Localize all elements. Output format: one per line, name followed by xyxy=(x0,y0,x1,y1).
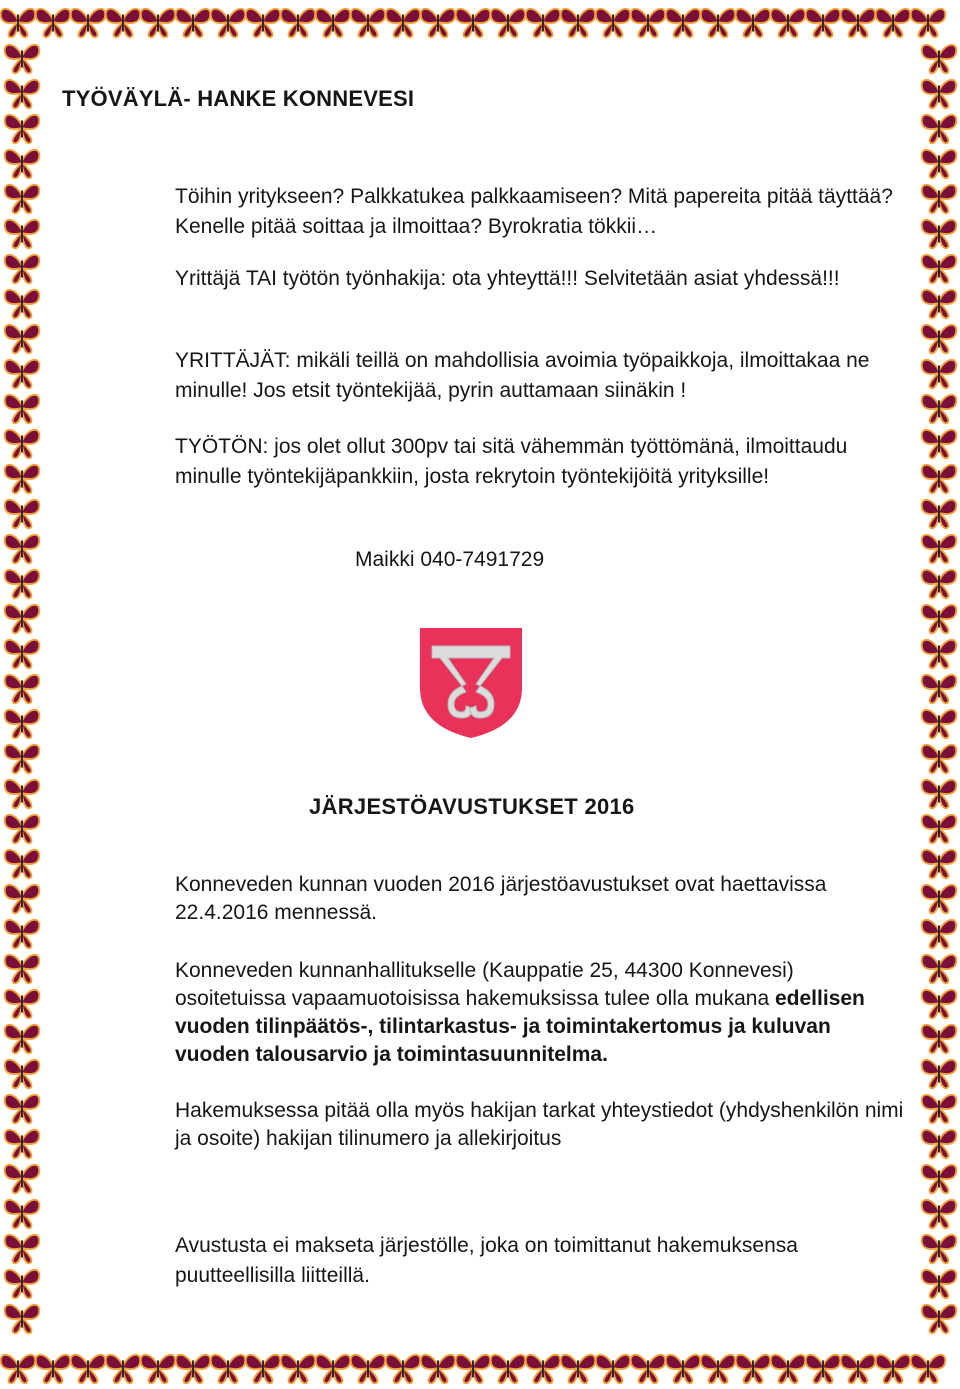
butterfly-icon xyxy=(922,150,957,178)
butterfly-icon xyxy=(5,465,40,493)
butterfly-border-left xyxy=(0,40,44,1350)
butterfly-icon xyxy=(922,1270,957,1298)
page-title: TYÖVÄYLÄ- HANKE KONNEVESI xyxy=(62,86,415,111)
butterfly-icon xyxy=(666,9,701,37)
butterfly-icon xyxy=(5,80,40,108)
butterfly-icon xyxy=(666,1355,701,1383)
butterfly-icon xyxy=(922,465,957,493)
butterfly-icon xyxy=(736,1355,771,1383)
grants-applicant-info-paragraph: Hakemuksessa pitää olla myös hakijan tarkat yhteystiedot (yhdyshenkilön nimi ja osoite) hakijan tilinumero ja allekirjoitus xyxy=(175,1099,904,1150)
butterfly-icon xyxy=(876,9,911,37)
butterfly-icon xyxy=(36,9,71,37)
butterfly-icon xyxy=(922,850,957,878)
butterfly-icon xyxy=(922,710,957,738)
butterfly-icon xyxy=(701,9,736,37)
butterfly-icon xyxy=(5,1165,40,1193)
butterfly-icon xyxy=(5,605,40,633)
butterfly-icon xyxy=(176,9,211,37)
butterfly-icon xyxy=(922,1200,957,1228)
butterfly-icon xyxy=(922,570,957,598)
butterfly-icon xyxy=(5,780,40,808)
butterfly-icon xyxy=(922,640,957,668)
butterfly-icon xyxy=(5,675,40,703)
intro-paragraph-entrepreneurs: YRITTÄJÄT: mikäli teillä on mahdollisia avoimia työpaikkoja, ilmoittakaa ne minulle! Jos etsit työntekijää, pyrin auttamaan siinäkin ! xyxy=(175,349,870,402)
butterfly-icon xyxy=(5,1060,40,1088)
butterfly-icon xyxy=(922,290,957,318)
butterfly-icon xyxy=(246,1355,281,1383)
intro-paragraph-unemployed: TYÖTÖN: jos olet ollut 300pv tai sitä vähemmän työttömänä, ilmoittaudu minulle työntekijäpankkiin, josta rekrytoin työntekijöitä yrityksille! xyxy=(175,435,848,488)
butterfly-icon xyxy=(561,9,596,37)
butterfly-icon xyxy=(106,9,141,37)
butterfly-icon xyxy=(922,605,957,633)
butterfly-icon xyxy=(1,9,36,37)
butterfly-icon xyxy=(456,1355,491,1383)
butterfly-icon xyxy=(5,430,40,458)
butterfly-icon xyxy=(106,1355,141,1383)
butterfly-icon xyxy=(5,325,40,353)
butterfly-icon xyxy=(876,1355,911,1383)
butterfly-icon xyxy=(71,9,106,37)
butterfly-icon xyxy=(5,1200,40,1228)
butterfly-icon xyxy=(316,9,351,37)
butterfly-icon xyxy=(922,745,957,773)
butterfly-icon xyxy=(922,885,957,913)
butterfly-icon xyxy=(421,1355,456,1383)
butterfly-icon xyxy=(922,920,957,948)
butterfly-icon xyxy=(5,220,40,248)
butterfly-icon xyxy=(922,535,957,563)
butterfly-icon xyxy=(922,1165,957,1193)
butterfly-icon xyxy=(841,9,876,37)
butterfly-icon xyxy=(922,675,957,703)
butterfly-icon xyxy=(5,640,40,668)
butterfly-icon xyxy=(922,115,957,143)
butterfly-icon xyxy=(5,360,40,388)
butterfly-icon xyxy=(922,395,957,423)
butterfly-icon xyxy=(211,9,246,37)
butterfly-icon xyxy=(561,1355,596,1383)
grants-heading: JÄRJESTÖAVUSTUKSET 2016 xyxy=(309,794,635,819)
butterfly-icon xyxy=(631,9,666,37)
butterfly-icon xyxy=(922,1025,957,1053)
butterfly-icon xyxy=(922,1060,957,1088)
butterfly-icon xyxy=(5,990,40,1018)
butterfly-icon xyxy=(5,1095,40,1123)
butterfly-icon xyxy=(806,1355,841,1383)
butterfly-icon xyxy=(281,1355,316,1383)
butterfly-icon xyxy=(246,9,281,37)
butterfly-icon xyxy=(701,1355,736,1383)
butterfly-icon xyxy=(922,1130,957,1158)
butterfly-icon xyxy=(5,1235,40,1263)
butterfly-icon xyxy=(211,1355,246,1383)
butterfly-icon xyxy=(5,850,40,878)
butterfly-icon xyxy=(71,1355,106,1383)
butterfly-icon xyxy=(911,9,946,37)
butterfly-icon xyxy=(596,1355,631,1383)
butterfly-icon xyxy=(5,955,40,983)
butterfly-icon xyxy=(5,1270,40,1298)
butterfly-icon xyxy=(526,1355,561,1383)
butterfly-icon xyxy=(806,9,841,37)
butterfly-icon xyxy=(922,220,957,248)
butterfly-icon xyxy=(922,360,957,388)
grants-incomplete-note: Avustusta ei makseta järjestölle, joka on toimittanut hakemuksensa puutteellisilla liitteillä. xyxy=(175,1234,798,1287)
butterfly-icon xyxy=(922,1305,957,1333)
butterfly-icon xyxy=(351,1355,386,1383)
butterfly-icon xyxy=(5,885,40,913)
contact-phone: Maikki 040-7491729 xyxy=(355,548,545,571)
butterfly-icon xyxy=(281,9,316,37)
butterfly-icon xyxy=(421,9,456,37)
butterfly-icon xyxy=(922,325,957,353)
butterfly-icon xyxy=(5,45,40,73)
butterfly-icon xyxy=(5,1130,40,1158)
butterfly-icon xyxy=(5,1025,40,1053)
intro-paragraph-contact-call: Yrittäjä TAI työtön työnhakija: ota yhteyttä!!! Selvitetään asiat yhdessä!!! xyxy=(175,267,840,290)
butterfly-icon xyxy=(922,780,957,808)
butterfly-icon xyxy=(5,255,40,283)
butterfly-icon xyxy=(5,710,40,738)
butterfly-icon xyxy=(922,45,957,73)
grants-requirements-paragraph xyxy=(175,957,905,1069)
butterfly-icon xyxy=(1,1355,36,1383)
butterfly-icon xyxy=(5,115,40,143)
grants-requirements-bold: edellisen vuoden tilinpäätös-, tilintarkastus- ja toimintakertomus ja kuluvan vuoden talousarvio ja toimintasuunnitelma. xyxy=(175,987,865,1066)
butterfly-icon xyxy=(456,9,491,37)
butterfly-icon xyxy=(911,1355,946,1383)
butterfly-icon xyxy=(5,745,40,773)
butterfly-icon xyxy=(36,1355,71,1383)
coat-of-arms-icon xyxy=(418,626,524,740)
intro-paragraph-questions: Töihin yritykseen? Palkkatukea palkkaamiseen? Mitä papereita pitää täyttää? Kenelle pitää soittaa ja ilmoittaa? Byrokratia tökkii… xyxy=(175,185,893,238)
butterfly-border-right xyxy=(918,40,960,1350)
butterfly-icon xyxy=(736,9,771,37)
butterfly-icon xyxy=(5,1305,40,1333)
butterfly-icon xyxy=(5,570,40,598)
butterfly-border-bottom xyxy=(0,1348,960,1389)
butterfly-icon xyxy=(5,535,40,563)
butterfly-icon xyxy=(351,9,386,37)
butterfly-icon xyxy=(922,990,957,1018)
butterfly-icon xyxy=(922,255,957,283)
butterfly-icon xyxy=(5,185,40,213)
butterfly-icon xyxy=(922,955,957,983)
butterfly-icon xyxy=(491,1355,526,1383)
butterfly-border-top xyxy=(0,0,960,44)
butterfly-icon xyxy=(141,9,176,37)
butterfly-icon xyxy=(596,9,631,37)
butterfly-icon xyxy=(5,500,40,528)
butterfly-icon xyxy=(141,1355,176,1383)
crest-shield xyxy=(420,628,522,738)
butterfly-icon xyxy=(491,9,526,37)
butterfly-icon xyxy=(922,430,957,458)
butterfly-icon xyxy=(5,920,40,948)
butterfly-icon xyxy=(316,1355,351,1383)
butterfly-icon xyxy=(771,1355,806,1383)
butterfly-icon xyxy=(771,9,806,37)
butterfly-icon xyxy=(922,185,957,213)
grants-requirements-text: Konneveden kunnanhallitukselle (Kauppatie 25, 44300 Konnevesi) osoitetuissa vapaamuotoisissa hakemuksissa tulee olla mukana xyxy=(175,959,794,1010)
butterfly-icon xyxy=(5,290,40,318)
butterfly-icon xyxy=(526,9,561,37)
butterfly-icon xyxy=(922,500,957,528)
butterfly-icon xyxy=(841,1355,876,1383)
butterfly-icon xyxy=(922,80,957,108)
butterfly-icon xyxy=(386,1355,421,1383)
grants-deadline-paragraph: Konneveden kunnan vuoden 2016 järjestöavustukset ovat haettavissa 22.4.2016 mennessä. xyxy=(175,873,827,924)
butterfly-icon xyxy=(386,9,421,37)
butterfly-icon xyxy=(631,1355,666,1383)
butterfly-icon xyxy=(922,815,957,843)
butterfly-icon xyxy=(5,815,40,843)
butterfly-icon xyxy=(922,1095,957,1123)
butterfly-icon xyxy=(5,395,40,423)
butterfly-icon xyxy=(922,1235,957,1263)
butterfly-icon xyxy=(5,150,40,178)
butterfly-icon xyxy=(176,1355,211,1383)
